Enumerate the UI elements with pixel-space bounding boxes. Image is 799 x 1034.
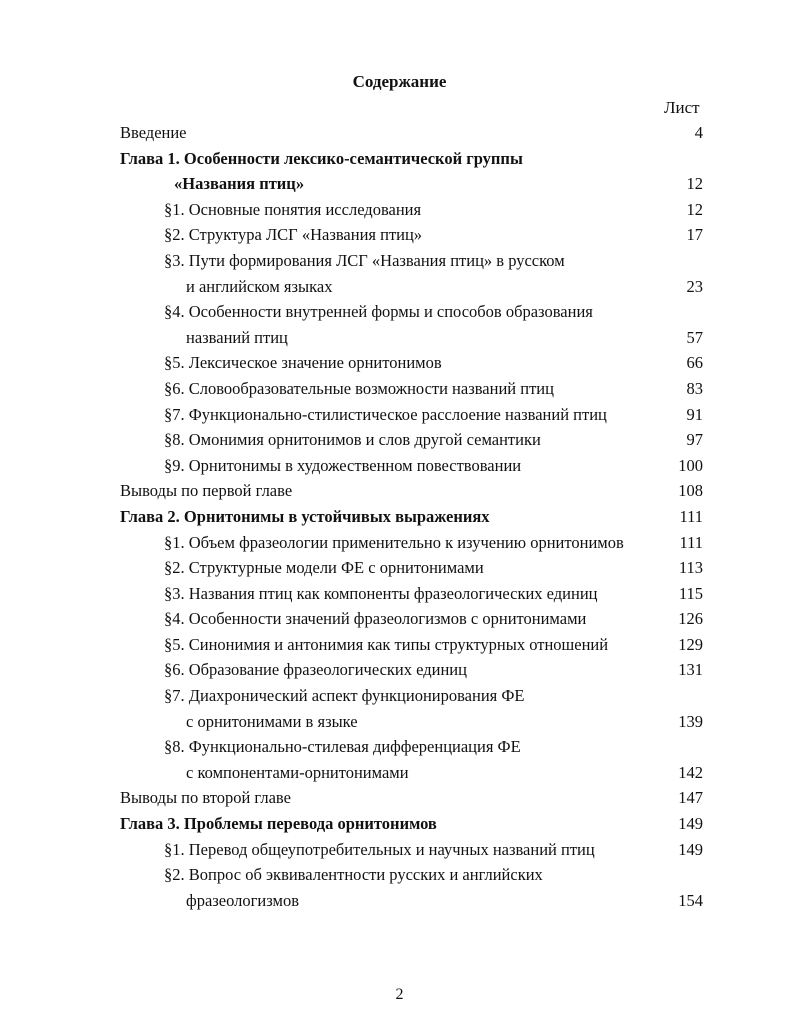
toc-entry	[0, 248, 799, 274]
toc-entry-page: 108	[678, 481, 703, 501]
toc-entry-text: §2. Вопрос об эквивалентности русских и английских	[164, 865, 543, 885]
toc-entry	[0, 734, 799, 760]
toc-entry-text: «Названия птиц»	[174, 174, 305, 194]
toc-entry	[0, 274, 799, 300]
toc-entry-page: 111	[679, 506, 703, 526]
toc-entry-page: 126	[678, 609, 703, 629]
toc-entry-text: §7. Диахронический аспект функционирования ФЕ	[164, 686, 525, 706]
toc-entry-text: с компонентами-орнитонимами	[186, 762, 409, 782]
toc-entry	[0, 581, 799, 607]
toc-entry-text: §4. Особенности значений фразеологизмов с орнитонимами	[164, 609, 587, 629]
toc-entry-page: 97	[686, 430, 703, 450]
toc-entry-page: 57	[686, 327, 703, 347]
toc-entry	[0, 709, 799, 735]
toc-entry-page: 17	[686, 225, 703, 245]
toc-entry-page: 131	[678, 660, 703, 680]
toc-entry	[0, 197, 799, 223]
toc-entry	[0, 632, 799, 658]
toc-entry-page: 111	[679, 532, 703, 552]
toc-entry	[0, 862, 799, 888]
toc-entry-text: §6. Образование фразеологических единиц	[164, 660, 467, 680]
toc-entry-text: §9. Орнитонимы в художественном повествовании	[164, 455, 522, 475]
toc-entry	[0, 606, 799, 632]
toc-entry	[0, 760, 799, 786]
page-column-header: Лист	[664, 98, 700, 117]
toc-entry-text: Выводы по второй главе	[120, 788, 291, 808]
toc-entry	[0, 299, 799, 325]
toc-entry-text: Глава 3. Проблемы перевода орнитонимов	[120, 814, 437, 834]
toc-entry-text: §1. Основные понятия исследования	[164, 199, 422, 219]
toc-entry-page: 4	[694, 123, 703, 142]
toc-entry	[0, 376, 799, 402]
toc-entry-text: §6. Словообразовательные возможности названий птиц	[164, 378, 554, 398]
toc-entry	[0, 453, 799, 479]
toc-entry	[0, 427, 799, 453]
toc-entry-text: §5. Синонимия и антонимия как типы структурных отношений	[164, 634, 609, 654]
toc-entry-page: 139	[678, 711, 703, 731]
toc-entry-text: фразеологизмов	[186, 890, 299, 910]
toc-entry-page: 149	[678, 814, 703, 834]
toc-entry-text: Выводы по первой главе	[120, 481, 293, 501]
toc-entry-page: 100	[678, 455, 703, 475]
toc-entry-text: Глава 1. Особенности лексико-семантической группы	[120, 148, 523, 168]
toc-entry	[0, 146, 799, 172]
toc-entry-page: 12	[686, 199, 703, 219]
toc-entry-page: 12	[686, 174, 703, 194]
toc-entry-text: названий птиц	[186, 327, 288, 347]
toc-entry-page: 83	[686, 378, 703, 398]
toc-entry-page: 113	[678, 558, 703, 578]
toc-entry	[0, 222, 799, 248]
toc-entry-text: §8. Омонимия орнитонимов и слов другой семантики	[164, 430, 541, 450]
toc-entry	[0, 811, 799, 837]
toc-entry	[0, 657, 799, 683]
toc-entry-text: §5. Лексическое значение орнитонимов	[164, 353, 442, 373]
toc-entry-page: 23	[686, 276, 703, 296]
toc-entry-text: §1. Перевод общеупотребительных и научных названий птиц	[164, 839, 595, 859]
toc-entry	[0, 350, 799, 376]
toc-entry-page: 154	[678, 890, 703, 910]
toc-entry-page: 142	[678, 762, 703, 782]
page-number: 2	[395, 986, 404, 1003]
toc-entry-text: §1. Объем фразеологии применительно к изучению орнитонимов	[164, 532, 624, 552]
toc-entry-text: §3. Названия птиц как компоненты фразеологических единиц	[164, 583, 598, 603]
toc-entry	[0, 683, 799, 709]
toc-entry-text: §3. Пути формирования ЛСГ «Названия птиц» в русском	[164, 250, 565, 270]
toc-entry-page: 91	[686, 404, 703, 424]
toc-entry-text: Введение	[120, 123, 187, 142]
toc-entry	[0, 555, 799, 581]
toc-entry	[0, 478, 799, 504]
toc-entry	[0, 504, 799, 530]
toc-entry-text: §8. Функционально-стилевая дифференциация ФЕ	[164, 737, 521, 757]
toc-entry-page: 149	[678, 839, 703, 859]
toc-entry-page: 66	[686, 353, 703, 373]
toc-entry	[0, 785, 799, 811]
toc-entry	[0, 402, 799, 428]
toc-entry-text: и английском языках	[186, 276, 333, 296]
toc-entry-text: §2. Структура ЛСГ «Названия птиц»	[164, 225, 423, 245]
table-of-contents	[0, 120, 799, 913]
toc-entry	[0, 530, 799, 556]
toc-entry	[0, 837, 799, 863]
toc-entry	[0, 325, 799, 351]
toc-entry	[0, 120, 799, 146]
toc-entry-text: §2. Структурные модели ФЕ с орнитонимами	[164, 558, 484, 578]
toc-entry-text: Глава 2. Орнитонимы в устойчивых выражениях	[120, 506, 490, 526]
toc-entry-text: §4. Особенности внутренней формы и способов образования	[164, 302, 593, 322]
toc-entry-page: 129	[678, 634, 703, 654]
toc-entry-text: §7. Функционально-стилистическое расслоение названий птиц	[164, 404, 607, 424]
toc-entry-text: с орнитонимами в языке	[186, 711, 358, 731]
toc-entry-page: 147	[678, 788, 703, 808]
toc-entry-page: 115	[678, 583, 703, 603]
page-title: Содержание	[352, 72, 447, 91]
toc-entry	[0, 888, 799, 914]
toc-entry	[0, 171, 799, 197]
